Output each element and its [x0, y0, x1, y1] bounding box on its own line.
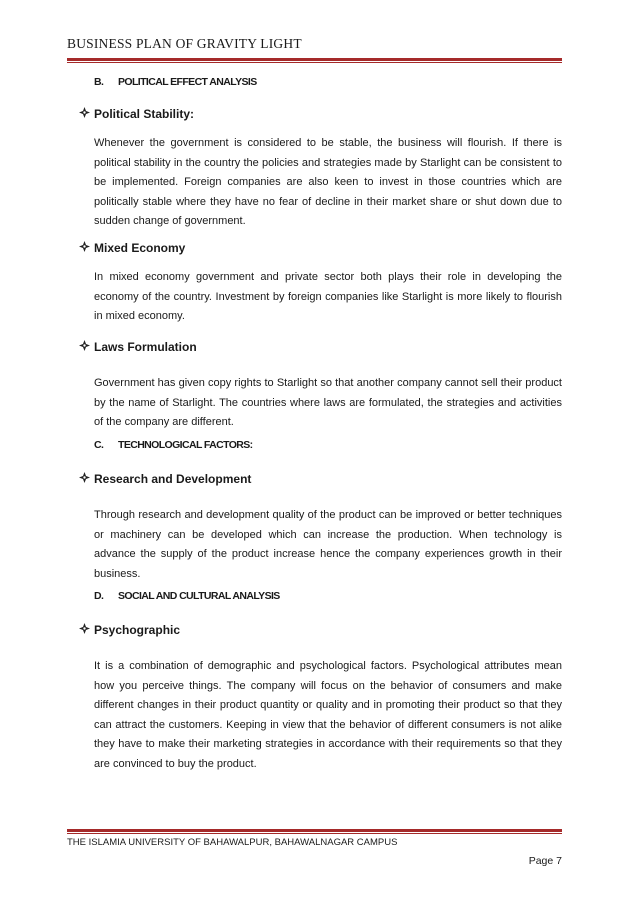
paragraph-psychographic: It is a combination of demographic and psychological factors. Psychological attributes mean how you perceive things. The company will focus on the behavior of consumers and make different changes in their product quantity or quality and in promoting their product so that they can attract the customers. Keeping in view that the behavior of different consumers is not alike they have to make their marketing strategies in accordance with their requirements so that they are convinced to buy the product. [94, 660, 562, 770]
header-rule-thick [67, 58, 562, 61]
footer-institution: THE ISLAMIA UNIVERSITY OF BAHAWALPUR, BAHAWALNAGAR CAMPUS [67, 837, 398, 848]
section-heading-political [94, 76, 257, 88]
bullet-heading-laws-formulation [79, 340, 197, 354]
diamond-bullet-icon [79, 340, 94, 354]
diamond-bullet-icon [79, 241, 94, 255]
section-heading-technological [94, 439, 253, 451]
paragraph-research-development: Through research and development quality of the product can be improved or better techniques or machinery can be developed which can increase the production. When technology is advance the supply of the product increase hence the company experiences growth in their business. [94, 509, 562, 580]
bullet-title: Political Stability: [94, 107, 195, 121]
section-letter: D. [94, 590, 104, 602]
paragraph-laws-formulation: Government has given copy rights to Starlight so that another company cannot sell their product by the name of Starlight. The countries where laws are formulated, the strategies and activities of the company are different. [94, 377, 562, 428]
section-title: TECHNOLOGICAL FACTORS: [118, 439, 253, 451]
bullet-title: Research and Development [94, 472, 252, 486]
section-title: SOCIAL AND CULTURAL ANALYSIS [118, 590, 280, 602]
bullet-heading-psychographic [79, 623, 180, 637]
diamond-bullet-icon [79, 107, 94, 121]
section-letter: B. [94, 76, 104, 88]
bullet-heading-mixed-economy [79, 241, 185, 255]
section-letter: C. [94, 439, 104, 451]
page-number: Page 7 [528, 855, 562, 867]
header-rule-thin [67, 62, 562, 63]
section-title: POLITICAL EFFECT ANALYSIS [118, 76, 257, 88]
bullet-heading-research-development [79, 472, 251, 486]
diamond-bullet-icon [79, 623, 94, 637]
paragraph-political-stability: Whenever the government is considered to be stable, the business will flourish. If there is political stability in the country the policies and strategies made by Starlight can be consistent to be implemented. Foreign companies are also keen to invest in those countries which are politically stable where they have no fear of decline in their market share or shut down due to sudden change of government. [94, 137, 562, 227]
diamond-bullet-icon [79, 472, 94, 486]
footer-rule-thin [67, 833, 562, 834]
paragraph-mixed-economy: In mixed economy government and private sector both plays their role in developing the economy of the country. Investment by foreign companies like Starlight is more likely to flourish in mixed economy. [94, 271, 562, 322]
bullet-title: Psychographic [94, 623, 181, 637]
footer-rule-thick [67, 829, 562, 832]
section-heading-social-cultural [94, 590, 280, 602]
document-header-title: BUSINESS PLAN OF GRAVITY LIGHT [67, 36, 302, 51]
bullet-heading-political-stability [79, 107, 194, 121]
bullet-title: Mixed Economy [94, 241, 186, 255]
bullet-title: Laws Formulation [94, 340, 197, 354]
